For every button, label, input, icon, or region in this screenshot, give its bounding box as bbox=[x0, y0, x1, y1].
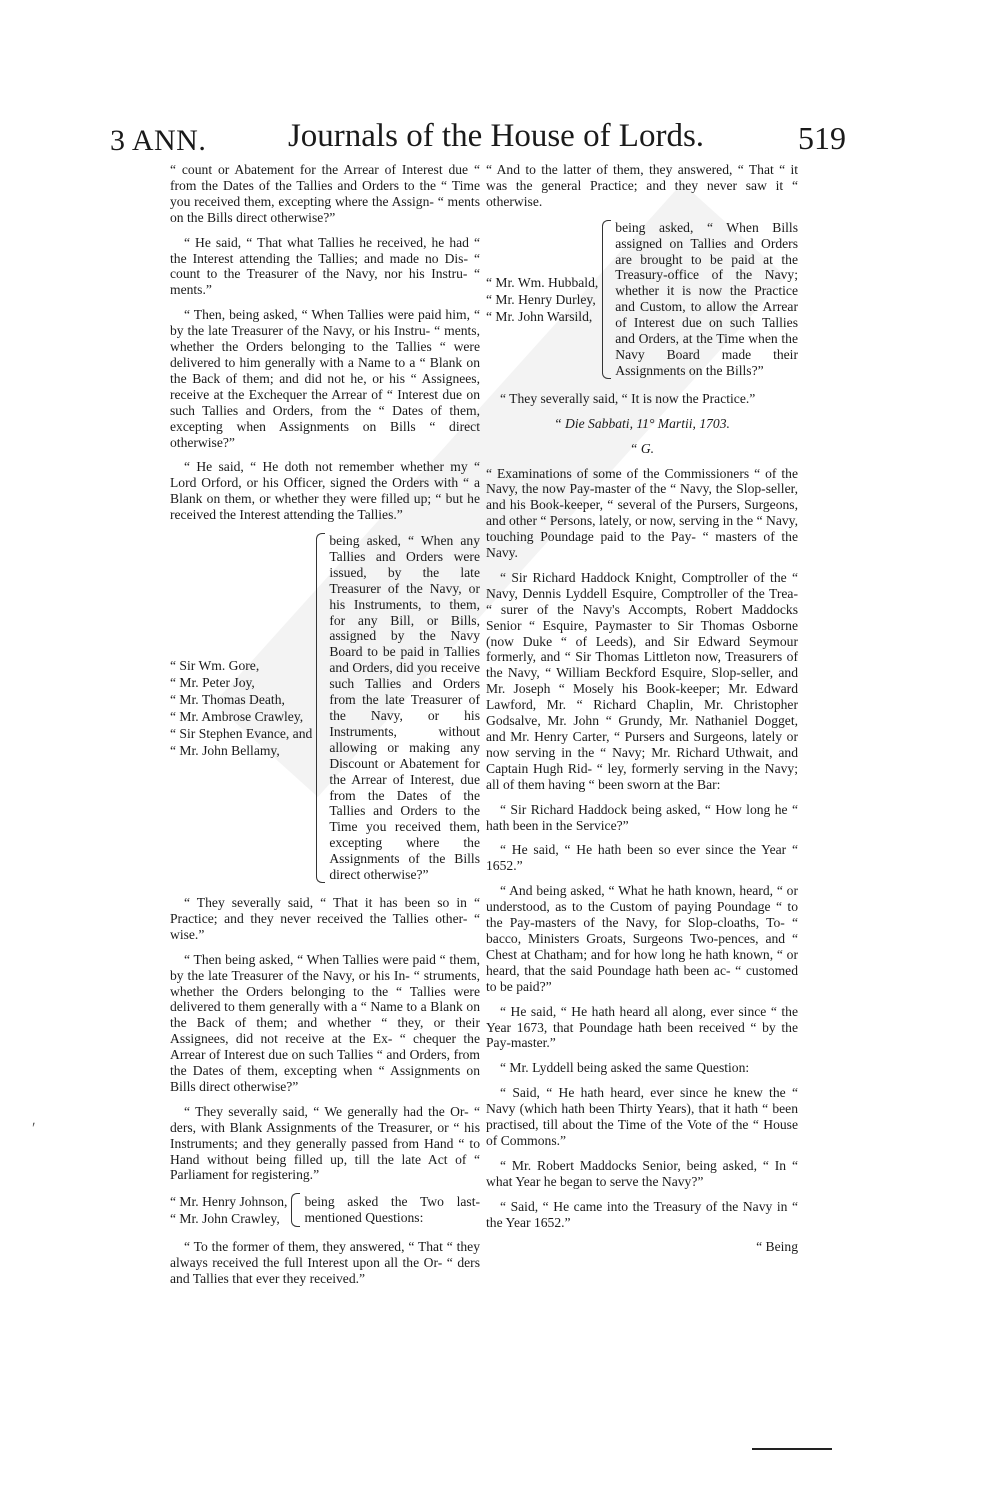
paragraph: “ Then, being asked, “ When Tallies were paid him, “ by the late Treasurer of the Navy, or his Instru- “ ments, whether the Orders belonging to the Tallies “ were delivered to him generally with a Name to a “ Blank on the Back of them; and did not he, or his “ Assignees, receive at the Exchequer the Arrear of “ Interest due on such Tallies and Orders, from the “ Dates of them, excepting when Assignments on Bills “ direct otherwise?” bbox=[170, 307, 480, 450]
brace bbox=[291, 1193, 300, 1227]
brace bbox=[316, 533, 325, 883]
paragraph: “ Said, “ He came into the Treasury of the Navy in “ the Year 1652.” bbox=[486, 1198, 798, 1230]
witness-name: “ Mr. John Warsild, bbox=[486, 308, 593, 324]
witness-bracket bbox=[486, 220, 798, 379]
paragraph: “ They severally said, “ That it has been so in “ Practice; and they never received the Tallies other- “ wise.” bbox=[170, 894, 480, 942]
paragraph: “ Mr. Lyddell being asked the same Question: bbox=[500, 1060, 750, 1076]
page-number: 519 bbox=[798, 120, 846, 156]
witness-names bbox=[486, 274, 598, 325]
paragraph: “ Mr. Robert Maddocks Senior, being asked, “ In “ what Year he began to serve the Navy?” bbox=[486, 1157, 798, 1189]
right-column bbox=[486, 162, 798, 1255]
bracket-question: being asked the Two last- mentioned Questions: bbox=[304, 1194, 480, 1226]
witness-name: “ Sir Wm. Gore, bbox=[170, 658, 260, 673]
paragraph: “ And to the latter of them, they answered, “ That “ it was the general Practice; and they never saw it “ otherwise. bbox=[486, 162, 798, 209]
stray-ink-mark: ʹ bbox=[32, 1120, 36, 1137]
paragraph: “ Then being asked, “ When Tallies were paid “ them, by the late Treasurer of the Navy, or his In- “ struments, whether the Orders belonging to the “ Tallies were delivered to them generally with a “ Name to a Blank on the Back of them; and whether “ they, or their Assignees, did not receive at the Ex- “ chequer the Arrear of Interest due on such Tallies “ and Orders, from the Dates of them, excepting when “ Assignments on Bills direct otherwise?” bbox=[170, 951, 480, 1094]
witness-bracket bbox=[170, 1193, 480, 1227]
paragraph: “ He said, “ That what Tallies he received, he had “ the Interest attending the Tallies; and made no Dis- “ count to the Treasurer of the Navy, nor his Instru- “ ments.” bbox=[170, 234, 480, 298]
examination-heading: “ Examinations of some of the Commissioners “ of the Navy, the now Pay-master of the “ Navy, the Slop-seller, and his Book-keeper, “ several of the Pursers, Surgeons, and other “ Persons, lately, or now, serving in the “ Navy, touching Poundage paid to the Pay- “ masters of the Navy. bbox=[486, 465, 798, 561]
witness-name: “ Mr. Henry Durley, bbox=[486, 291, 596, 307]
running-head-regnal-year: 3 ANN. bbox=[110, 124, 207, 157]
section-letter: “ G. bbox=[629, 440, 655, 456]
bracket-question: being asked, “ When any Tallies and Orders were issued, by the late Treasurer of the Navy, or his Instruments, to them, for any Bill, or Bills, assigned by the Navy Board to be paid in Tallies and Orders, did you receive such Tallies and Orders from the late Treasurer of the Navy, or his Instruments, without allowing or making any Discount or Abatement for the Arrear of Interest, due from the Dates of the Tallies and Orders to the Time you received them, excepting where the Assignments of the Bills direct otherwise?” bbox=[329, 533, 480, 883]
witness-name: “ Mr. Peter Joy, bbox=[170, 675, 255, 690]
witness-name: “ Mr. Henry Johnson, bbox=[170, 1194, 288, 1210]
witness-name: “ Mr. Ambrose Crawley, bbox=[170, 709, 304, 724]
paragraph: “ Sir Richard Haddock Knight, Comptroller of the “ Navy, Dennis Lyddell Esquire, Comptroller of the Trea- “ surer of the Navy's Accompts, Robert Maddocks Senior “ Esquire, Paymaster to Sir Thomas Osborne (now Duke “ of Leeds), and Sir Edward Seymour formerly, and “ Sir Thomas Littleton now, Treasurers of the Navy, “ William Beckford Esquire, Slop-seller, and Mr. Joseph “ Mosely his Book-keeper; Mr. Edward Lawford, Mr. “ Richard Chaplin, Mr. Christopher Godsalve, Mr. John “ Grundy, Mr. Nathaniel Dogget, and Mr. Henry Carter, “ Pursers and Surgeons, lately or now serving in the “ Navy; Mr. Richard Uthwait, and Captain Hugh Rid- “ ley, formerly serving in the Navy; all of them having “ been sworn at the Bar: bbox=[486, 569, 798, 792]
witness-name: “ Mr. John Bellamy, bbox=[170, 743, 280, 758]
paragraph: “ He said, “ He hath heard all along, ever since “ the Year 1673, that Poundage hath been received “ by the Pay-master.” bbox=[486, 1003, 798, 1051]
catchword: “ Being bbox=[756, 1239, 798, 1255]
brace bbox=[602, 220, 611, 379]
paragraph: “ They severally said, “ We generally had the Or- “ ders, with Blank Assignments of the Treasurer, or “ his Instruments; and they generally passed from Hand “ to Hand without being filled up, till the late Act of “ Parliament for registering.” bbox=[170, 1103, 480, 1183]
paragraph: “ They severally said, “ It is now the Practice.” bbox=[500, 390, 756, 406]
paragraph: “ And being asked, “ What he hath known, heard, “ or understood, as to the Custom of paying Poundage “ to the Pay-masters of the Navy, for Slop-cloaths, To- “ bacco, Ministers Groats, Surgeons Two-pences, and “ Chest at Chatham; and for how long he hath known, “ or heard, that the said Poundage hath been ac- “ customed to be paid?” bbox=[486, 883, 798, 994]
witness-name: “ Mr. Thomas Death, bbox=[170, 692, 285, 707]
witness-names bbox=[170, 657, 312, 759]
bracket-question: being asked, “ When Bills assigned on Tallies and Orders are brought to be paid at the Treasury-office of the Navy; whether it is now the Practice and Custom, to allow the Arrear of Interest due on such Tallies and Orders, at the Time when the Navy Board made their Assignments on the Bills?” bbox=[615, 219, 798, 378]
paragraph: “ To the former of them, they answered, “ That “ they always received the full Interest upon all the Or- “ ders and Tallies that ever they received.” bbox=[170, 1239, 480, 1287]
running-head-title: Journals of the House of Lords. bbox=[287, 118, 705, 154]
witness-name: “ Mr. John Crawley, bbox=[170, 1211, 280, 1227]
witness-bracket bbox=[170, 533, 480, 883]
date-heading: “ Die Sabbati, 11° Martii, 1703. bbox=[554, 415, 730, 431]
paragraph: “ He said, “ He hath been so ever since the Year “ 1652.” bbox=[486, 842, 798, 874]
witness-name: “ Mr. Wm. Hubbald, bbox=[486, 274, 599, 290]
paragraph: “ Sir Richard Haddock being asked, “ How long he “ hath been in the Service?” bbox=[486, 801, 798, 833]
left-column bbox=[170, 162, 480, 1296]
paragraph: “ Said, “ He hath heard, ever since he knew the “ Navy (which hath been Thirty Years), that it hath “ been practised, till about the Time of the Vote of the “ House of Commons.” bbox=[486, 1085, 798, 1148]
paragraph: “ He said, “ He doth not remember whether my “ Lord Orford, or his Officer, signed the Orders with “ a Blank on them, or whether they were filled up; “ but he received the Interest attending the Tallies.” bbox=[170, 459, 480, 523]
witness-name: “ Sir Stephen Evance, and bbox=[170, 726, 313, 741]
witness-names bbox=[170, 1193, 287, 1227]
paragraph: “ count or Abatement for the Arrear of Interest due “ from the Dates of the Tallies and Orders to the “ Time you received them, excepting where the Assign- “ ments on the Bills direct otherwise?” bbox=[170, 162, 480, 225]
footer-rule bbox=[752, 1448, 832, 1450]
